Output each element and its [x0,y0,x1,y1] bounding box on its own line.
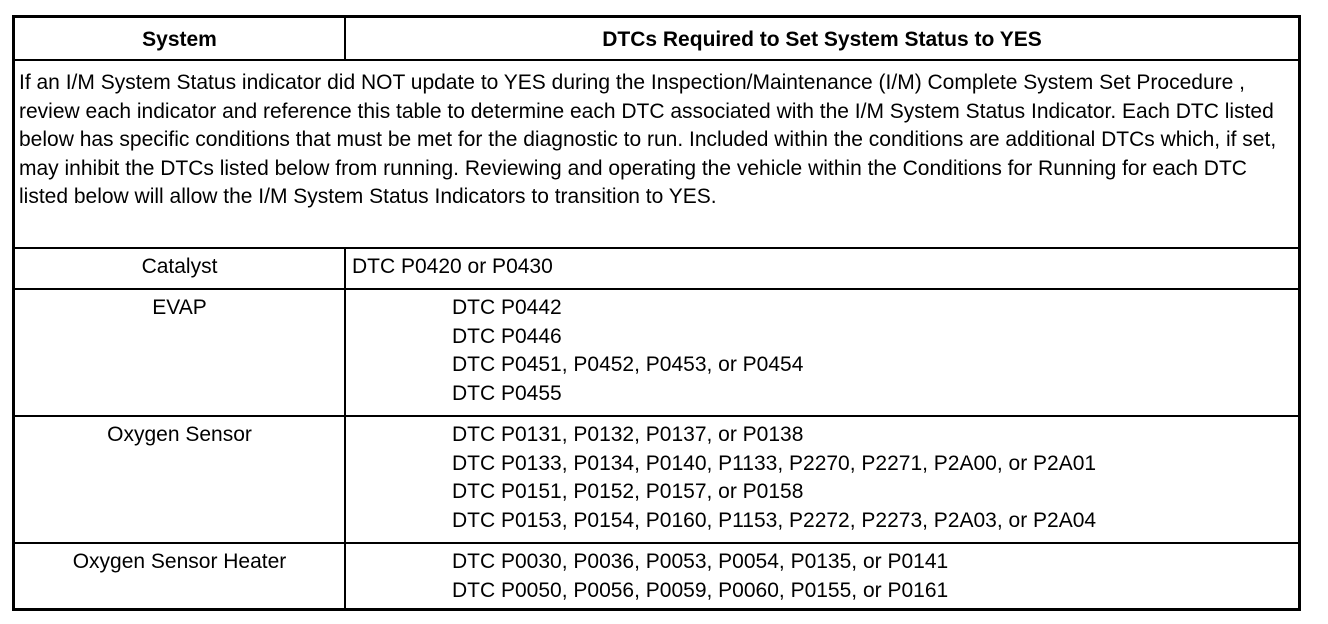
intro-row [15,61,1298,249]
table-header-row [15,18,1298,61]
table-row [15,249,1298,290]
dtc-cell [346,417,1298,542]
table-row [15,417,1298,544]
header-system: System [15,18,346,59]
dtc-cell [346,544,1298,608]
dtc-line: DTC P0030, P0036, P0053, P0054, P0135, or P0141 [452,550,949,573]
dtc-line: DTC P0420 or P0430 [352,255,553,278]
dtc-line: DTC P0131, P0132, P0137, or P0138 [452,423,804,446]
dtc-line: DTC P0442 [452,296,562,319]
intro-text: If an I/M System Status indicator did NOT update to YES during the Inspection/Maintenance (I/M) Complete System Set Procedure , review each indicator and reference this table to determine each DTC associated with the I/M System Status Indicator. Each DTC listed below has specific conditions that must be met for the diagnostic to run. Included within the conditions are additional DTCs which, if set, may inhibit the DTCs listed below from running. Reviewing and operating the vehicle within the Conditions for Running for each DTC listed below will allow the I/M System Status Indicators to transition to YES. [19,71,1277,208]
dtc-cell [346,290,1298,415]
header-dtcs: DTCs Required to Set System Status to YES [602,28,1042,51]
dtc-line: DTC P0151, P0152, P0157, or P0158 [452,480,804,503]
dtc-line: DTC P0455 [452,381,562,405]
dtc-table [12,15,1301,611]
dtc-line: DTC P0050, P0056, P0059, P0060, P0155, or P0161 [452,578,949,602]
system-cell: Catalyst [15,249,346,288]
dtc-line: DTC P0446 [452,324,562,348]
dtc-line: DTC P0133, P0134, P0140, P1133, P2270, P2271, P2A00, or P2A01 [452,451,1097,475]
table-row [15,544,1298,608]
dtc-cell [346,249,1298,288]
system-cell: Oxygen Sensor Heater [15,544,346,608]
system-cell: EVAP [15,290,346,415]
dtc-line: DTC P0153, P0154, P0160, P1153, P2272, P2273, P2A03, or P2A04 [452,508,1097,532]
table-row [15,290,1298,417]
system-cell: Oxygen Sensor [15,417,346,542]
dtc-line: DTC P0451, P0452, P0453, or P0454 [452,353,804,376]
